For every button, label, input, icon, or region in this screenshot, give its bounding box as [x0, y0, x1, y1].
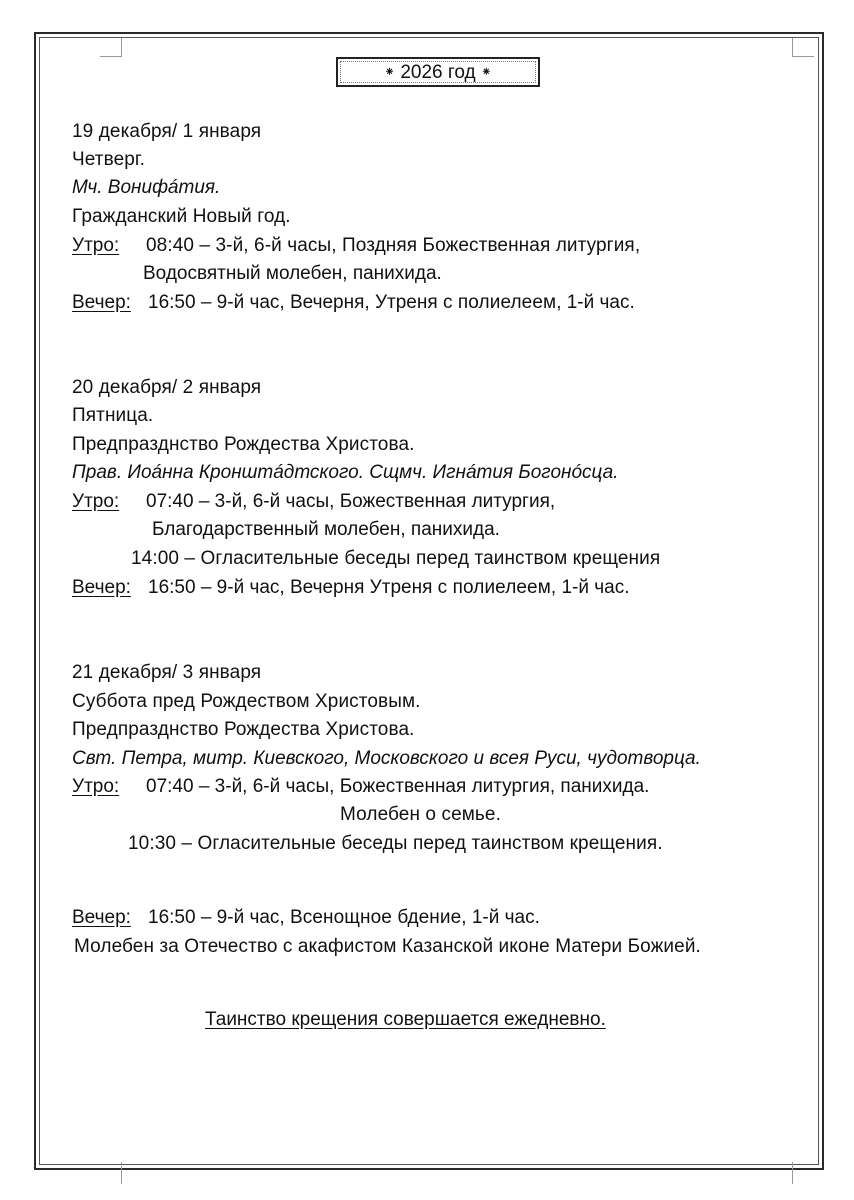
evening-emphasis: с полиелеем	[437, 577, 551, 598]
morning-text-cont: Водосвятный молебен, панихида.	[143, 263, 442, 284]
morning-line	[72, 233, 640, 259]
crop-mark	[792, 38, 793, 57]
star-icon: ⁕	[480, 64, 492, 79]
evening-text: 16:50 – 9-й час, Вечерня, Утреня	[148, 292, 443, 313]
footer-note: Таинство крещения совершается ежедневно.	[205, 1009, 606, 1030]
morning-label: Утро:	[72, 491, 120, 512]
day-saint: Мч. Вонифáтия.	[72, 177, 221, 198]
morning-text: 08:40 – 3-й, 6-й часы, Поздняя Божественная литургия	[146, 235, 635, 256]
evening-extra: Молебен за Отечество с акафистом Казанской иконе Матери Божией.	[74, 936, 701, 957]
crop-mark	[121, 38, 122, 57]
day-feast: Предпразднство Рождества Христова.	[72, 719, 415, 740]
evening-text: 16:50 – 9-й час,	[148, 907, 290, 928]
year-header	[336, 57, 540, 87]
evening-line	[72, 575, 630, 601]
day-date: 21 декабря/ 3 января	[72, 662, 262, 683]
day-date: 20 декабря/ 2 января	[72, 377, 262, 398]
morning-text-cont: Благодарственный молебен, панихида.	[152, 519, 500, 540]
evening-label: Вечер:	[72, 907, 131, 928]
evening-text-end: , 1-й час.	[550, 577, 630, 598]
catechism-note: 14:00 – Огласительные беседы перед таинством крещения	[131, 548, 661, 569]
evening-text-end: , 1-й час.	[461, 907, 540, 928]
morning-comma: ,	[634, 235, 641, 256]
evening-line	[72, 290, 635, 316]
crop-mark	[121, 1162, 122, 1184]
day-feast: Предпразднство Рождества Христова.	[72, 434, 415, 455]
morning-text: 07:40 – 3-й, 6-й часы, Божественная литургия,	[146, 491, 556, 512]
crop-mark	[100, 56, 122, 57]
day-weekday: Пятница.	[72, 405, 154, 426]
day-weekday: Суббота пред Рождеством Христовым.	[72, 691, 421, 712]
star-icon: ⁕	[384, 64, 396, 79]
catechism-note: 10:30 – Огласительные беседы перед таинством крещения.	[128, 833, 663, 854]
day-date: 19 декабря/ 1 января	[72, 121, 262, 142]
evening-emphasis: Всенощное бдение	[289, 907, 462, 928]
evening-label: Вечер:	[72, 577, 131, 598]
crop-mark	[792, 56, 814, 57]
crop-mark	[792, 1162, 793, 1184]
morning-line	[72, 489, 555, 515]
year-label: 2026 год	[400, 62, 476, 83]
evening-emphasis: с полиелеем	[442, 292, 557, 313]
morning-label: Утро:	[72, 235, 120, 256]
morning-line	[72, 774, 649, 800]
morning-label: Утро:	[72, 776, 120, 797]
moleben-note: Молебен о семье.	[340, 804, 501, 825]
evening-line	[72, 905, 540, 931]
evening-label: Вечер:	[72, 292, 131, 313]
day-saint: Прав. Иоáнна Кронштáдтского. Сщмч. Игнáтия Богонóсца.	[72, 462, 619, 483]
evening-text: 16:50 – 9-й час, Вечерня Утреня	[148, 577, 438, 598]
morning-text: 07:40 – 3-й, 6-й часы, Божественная литургия, панихида.	[146, 776, 650, 797]
evening-text-end: , 1-й час.	[556, 292, 635, 313]
day-weekday: Четверг.	[72, 149, 146, 170]
day-saint: Свт. Петра, митр. Киевского, Московского и всея Руси, чудотворца.	[72, 748, 701, 769]
day-feast: Гражданский Новый год.	[72, 206, 291, 227]
